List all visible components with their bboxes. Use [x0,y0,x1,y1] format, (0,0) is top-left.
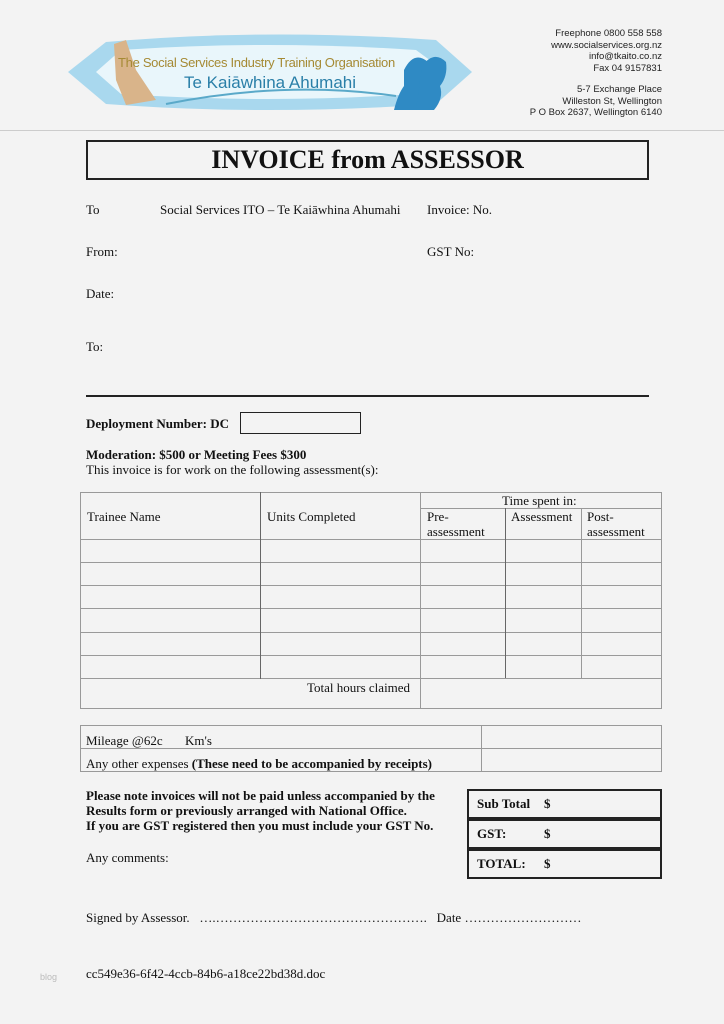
invoice-no-label[interactable]: Invoice: No. [427,202,492,217]
gst-label: GST: [477,826,507,841]
kms-label: Km's [185,733,212,748]
table-gridline [80,748,662,749]
total-hours-label: Total hours claimed [307,680,411,695]
filename: cc549e36-6f42-4ccb-84b6-a18ce22bd38d.doc [86,966,326,981]
address-line: Willeston St, Wellington [562,95,662,107]
currency: $ [544,826,551,841]
table-gridline [80,655,662,656]
to-address-label[interactable]: To: [86,339,104,354]
table-gridline [80,492,662,493]
signature-line[interactable] [86,910,581,926]
fax: Fax 04 9157831 [593,62,662,74]
mileage-label: Mileage @62c [86,733,163,748]
total-label: TOTAL: [477,856,526,871]
date-dots: ……………………… [464,910,582,925]
to-value: Social Services ITO – Te Kaiāwhina Ahumahi [160,202,401,217]
col-pre-assessment: Pre- assessment [427,509,485,539]
currency: $ [544,796,551,811]
website: www.socialservices.org.nz [551,39,662,51]
table-gridline [80,562,662,563]
table-gridline [420,508,662,509]
time-spent-header: Time spent in: [502,493,577,508]
contact-info [530,28,662,119]
note-line: Results form or previously arranged with National Office. [86,803,407,818]
deployment-label: Deployment Number: DC [86,416,229,431]
table-gridline [481,725,482,771]
table-gridline [581,508,582,678]
table-gridline [80,678,662,679]
table-gridline [260,492,261,679]
email: info@tkaito.co.nz [588,51,662,62]
address-line: P O Box 2637, Wellington 6140 [529,107,662,118]
gst-no-label[interactable]: GST No: [427,244,475,259]
total-field[interactable] [467,849,662,879]
table-gridline [505,508,506,678]
watermark: blog [40,972,58,982]
table-gridline [80,725,662,726]
payment-notes [86,788,435,833]
subtotal-field[interactable] [467,789,662,819]
intro-text: This invoice is for work on the following assessment(s): [86,462,379,477]
deployment-number-field[interactable] [240,412,361,434]
to-label: To [86,202,100,217]
table-gridline [80,539,662,540]
logo-org-name: The Social Services Industry Training Organisation [118,55,395,70]
page-title: INVOICE from ASSESSOR [86,140,649,180]
table-gridline [661,725,662,771]
gst-field[interactable] [467,819,662,849]
signed-label: Signed by Assessor. [86,910,190,925]
currency: $ [544,856,551,871]
col-trainee-name: Trainee Name [87,509,161,524]
table-gridline [80,608,662,609]
header-divider [0,130,724,131]
col-post-assessment: Post- assessment [587,509,645,539]
address-line: 5-7 Exchange Place [576,84,662,95]
table-gridline [80,492,81,709]
table-gridline [80,632,662,633]
table-gridline [80,771,662,772]
other-expenses-label: Any other expenses [86,756,189,771]
col-units-completed: Units Completed [267,509,356,524]
from-label[interactable]: From: [86,244,118,259]
phone: Freephone 0800 558 558 [555,28,662,39]
logo-maori-name: Te Kaiāwhina Ahumahi [184,73,357,92]
other-expenses [86,756,432,772]
logo [66,30,474,112]
note-line: Please note invoices will not be paid unless accompanied by the [86,788,435,803]
date-label[interactable]: Date: [86,286,115,301]
col-assessment: Assessment [511,509,573,524]
table-gridline [80,708,662,709]
signature-dots: ….…………………………………………. [199,910,427,925]
table-gridline [80,585,662,586]
date-label: Date [436,910,462,925]
comments-label[interactable]: Any comments: [86,850,169,865]
logo-banner-icon [66,30,474,112]
table-gridline [661,492,662,709]
table-gridline [420,492,421,709]
receipts-note: (These need to be accompanied by receipts) [191,756,433,771]
table-gridline [80,725,81,771]
note-line: If you are GST registered then you must include your GST No. [86,818,434,833]
subtotal-label: Sub Total [477,796,531,811]
divider [86,395,649,397]
moderation-text: Moderation: $500 or Meeting Fees $300 [86,447,307,462]
